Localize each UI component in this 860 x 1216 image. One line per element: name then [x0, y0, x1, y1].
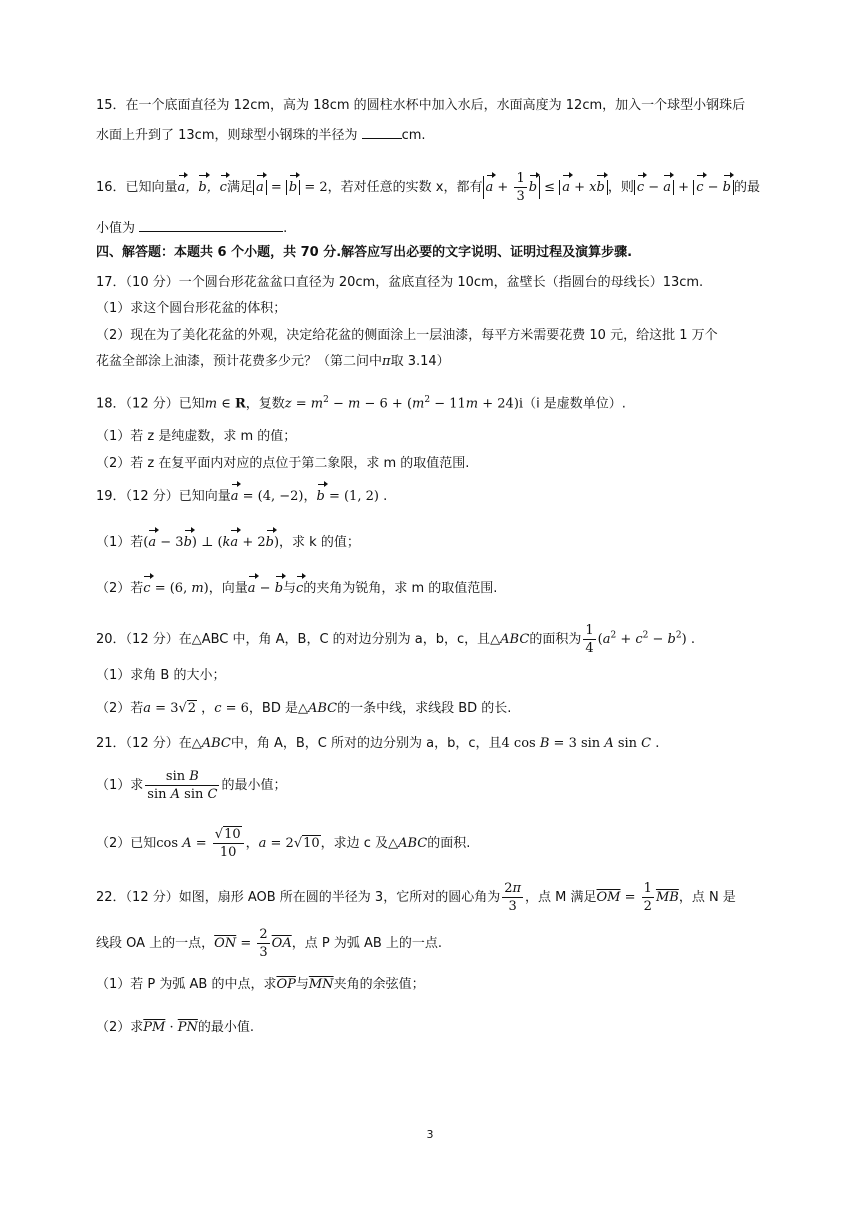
q17-line1: 17．（10 分）一个圆台形花盆盆口直径为 20cm，盆底直径为 10cm，盆壁长（指圆台的母线长）13cm. — [96, 275, 704, 290]
q16-answer-blank — [139, 231, 283, 232]
q21-part2: （2）已知cos A = $\frac{√10}{10}$ ，a = 2√10，求边 c 及△ABC的面积. — [96, 827, 471, 860]
q18-part1: （1）若 z 是纯虚数，求 m 的值； — [96, 429, 297, 444]
q19-line1: 19．（12 分）已知向量a = (4, −2)，b = (1, 2) . — [96, 486, 790, 508]
q19-part1: （1）若(a − 3b) ⊥ (ka + 2b)，求 k 的值； — [96, 532, 790, 554]
q18-part2: （2）若 z 在复平面内对应的点位于第二象限，求 m 的取值范围. — [96, 456, 470, 471]
q17-part1: （1）求这个圆台形花盆的体积； — [96, 301, 287, 316]
q21-part1: （1）求 $\frac{\text{sin B}}{\text{sin A sin C}}$ 的最小值； — [96, 769, 287, 802]
q15-line2: 水面上升到了 13cm，则球型小钢珠的半径为 cm. — [96, 128, 426, 143]
q20-line1: 20．（12 分）在△ABC 中，角 A，B，C 的对边分别为 a，b，c，且△ABC的面积为 $\frac{1}{4}$ $(a^2 + c^2 - b^2)$ . — [96, 623, 695, 656]
q18-line1: 18．（12 分）已知m ∈ R，复数$z = m^2 - m - 6 + (m^2 - 11m + 24)i(i$ 是虚数单位）. — [96, 395, 626, 412]
q16-line1: 16．已知向量a，b，c满足 a = b = 2，若对任意的实数 x，都有 a + $\frac{1}{3}$ b ≤ a + xb ，则 c − a + c − b 的最 — [96, 171, 761, 204]
q17-part2-line1: （2）现在为了美化花盆的外观，决定给花盆的侧面涂上一层油漆，每平方米需要花费 10 元，给这批 1 万个 — [96, 328, 718, 343]
q15-line1: 15．在一个底面直径为 12cm，高为 18cm 的圆柱水杯中加入水后，水面高度为 12cm，加入一个球型小钢珠后 — [96, 98, 746, 113]
q15-answer-blank — [362, 138, 402, 139]
q17-part2-line2: 花盆全部涂上油漆，预计花费多少元？（第二问中π取 3.14） — [96, 354, 450, 369]
q20-part1: （1）求角 B 的大小； — [96, 668, 226, 683]
page-number: 3 — [426, 1128, 434, 1141]
q21-line1: 21．（12 分）在△ABC中，角 A，B，C 所对的边分别为 a，b，c，且4 cos B = 3 sin A sin C . — [96, 736, 660, 751]
q16-line2: 小值为 . — [96, 221, 288, 236]
q22-line2: 线段 OA 上的一点，$\overline{ON}$ = $\frac{2}{3}$ $\overline{OA}$，点 P 为弧 AB 上的一点. — [96, 927, 443, 960]
section-heading: 四、解答题：本题共 6 个小题，共 70 分.解答应写出必要的文字说明、证明过程及演算步骤. — [96, 245, 633, 260]
q22-part1: （1）若 P 为弧 AB 的中点，求$\overline{OP}$与$\overline{MN}$夹角的余弦值； — [96, 977, 425, 992]
q19-part2: （2）若c = (6, m)，向量a − b与c的夹角为锐角，求 m 的取值范围. — [96, 578, 790, 600]
q20-part2: （2）若a = 3√2 ，c = 6，BD 是△ABC的一条中线，求线段 BD 的长. — [96, 701, 512, 716]
q22-part2: （2）求$\overline{PM} \cdot \overline{PN}$的最小值. — [96, 1020, 255, 1035]
q22-line1: 22．（12 分）如图，扇形 AOB 所在圆的半径为 3，它所对的圆心角为 $\frac{2\pi}{3}$ ，点 M 满足$\overline{OM}$ = $\frac{1}{2}$ $\overline{MB}$，点 N 是 — [96, 881, 736, 914]
